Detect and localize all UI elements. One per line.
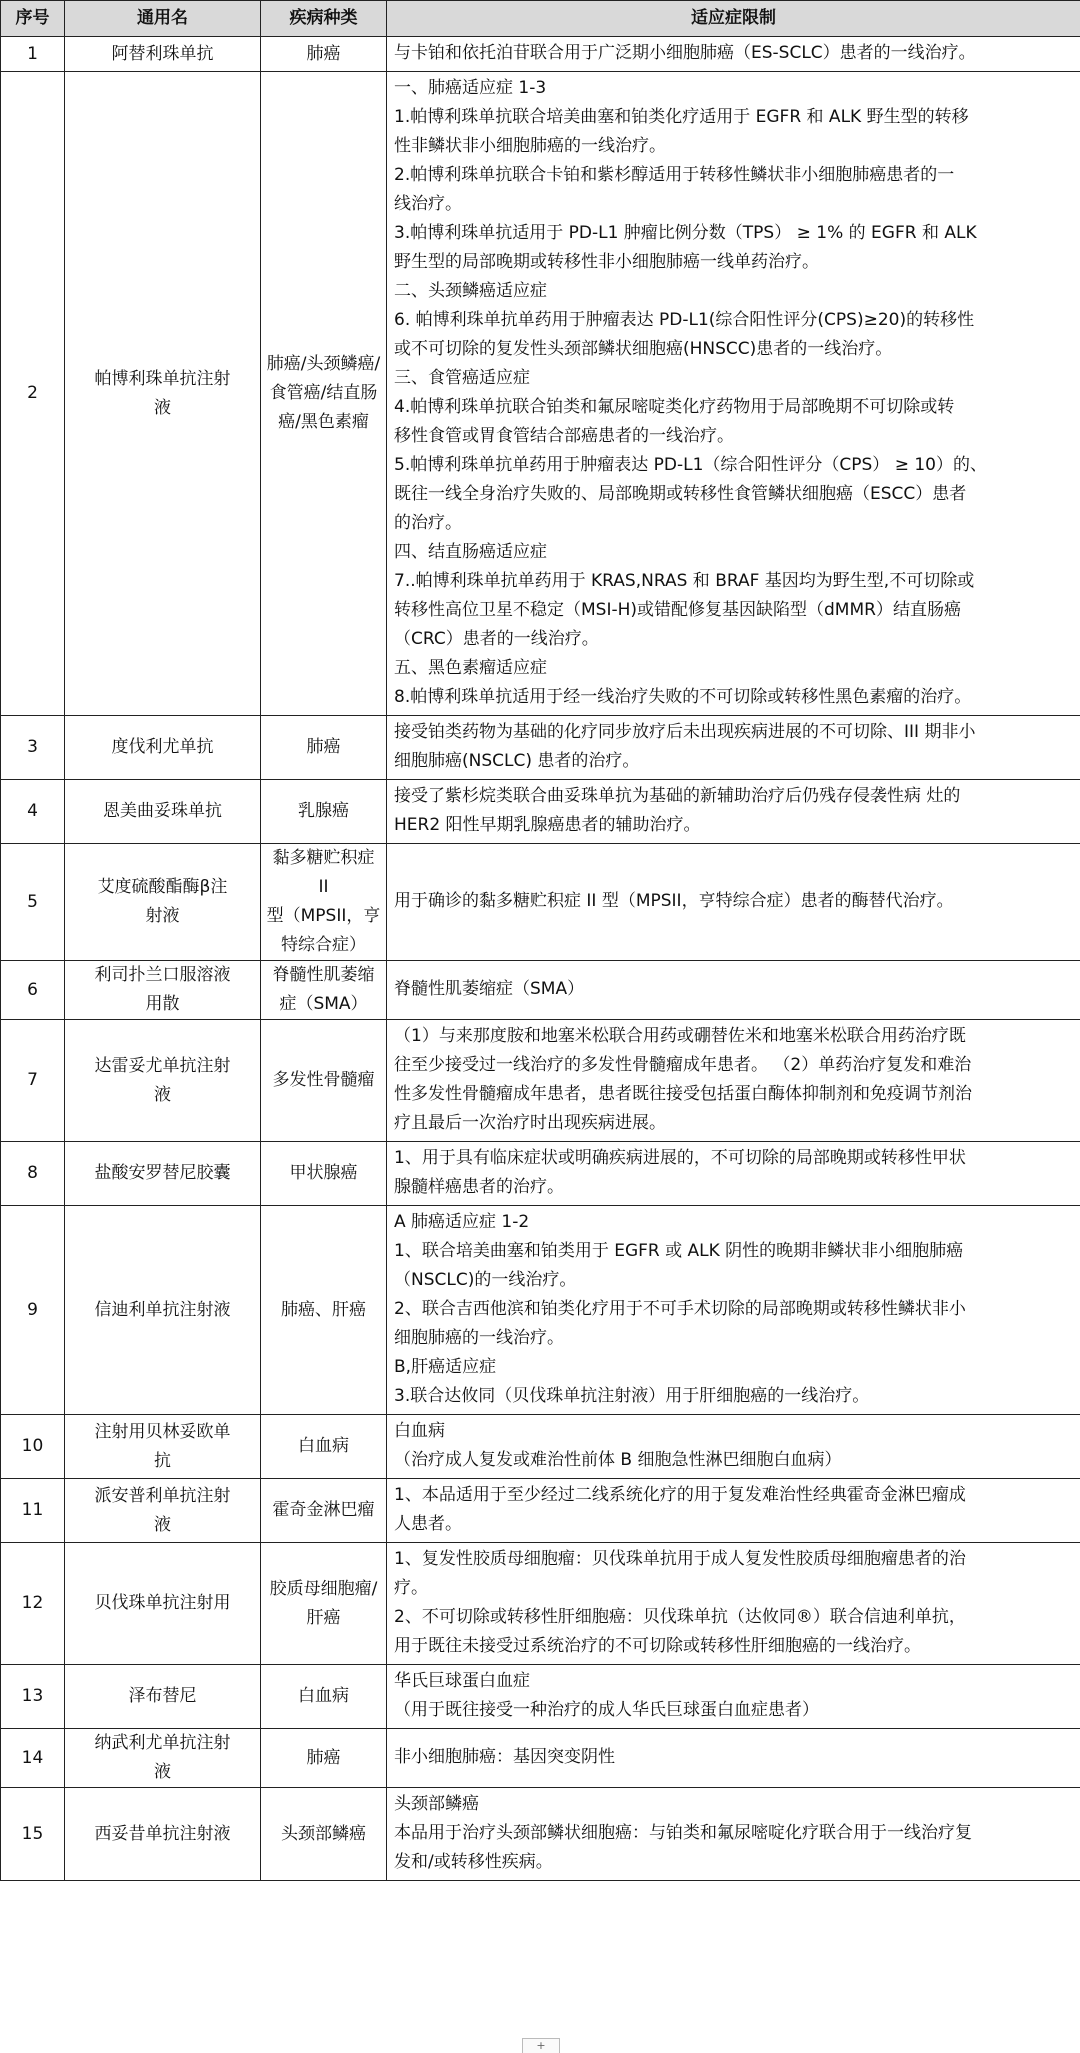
cell-no: 10 [1, 1415, 65, 1479]
drug-name-line: 液 [69, 1081, 256, 1110]
disease-line: 头颈部鳞癌 [265, 1820, 382, 1849]
indication-line: （治疗成人复发或难治性前体 B 细胞急性淋巴细胞白血病） [394, 1446, 1074, 1475]
drug-name-line: 贝伐珠单抗注射用 [69, 1589, 256, 1618]
cell-indication [387, 1729, 1080, 1788]
cell-indication [387, 780, 1080, 844]
drug-name-line: 阿替利珠单抗 [69, 40, 256, 69]
drug-name-line: 液 [69, 1511, 256, 1540]
disease-line: 脊髓性肌萎缩 [265, 961, 382, 990]
disease-line: 肺癌 [265, 40, 382, 69]
indication-line: 疗。 [394, 1574, 1074, 1603]
drug-name-line: 恩美曲妥珠单抗 [69, 797, 256, 826]
drug-name-line: 用散 [69, 990, 256, 1019]
cell-no: 15 [1, 1788, 65, 1881]
table-row [1, 1206, 1080, 1415]
table-row [1, 1788, 1080, 1881]
cell-no: 13 [1, 1665, 65, 1729]
indication-line: 6. 帕博利珠单抗单药用于肿瘤表达 PD-L1(综合阳性评分(CPS)≥20)的转移性 [394, 306, 1074, 335]
cell-indication [387, 1543, 1080, 1665]
disease-line: 型（MPSII，亨 [265, 902, 382, 931]
table-row [1, 1415, 1080, 1479]
indication-line: 用于既往未接受过系统治疗的不可切除或转移性肝细胞癌的一线治疗。 [394, 1632, 1074, 1661]
drug-name-line: 纳武利尤单抗注射 [69, 1729, 256, 1758]
drug-name-line: 射液 [69, 902, 256, 931]
disease-line: 肺癌/头颈鳞癌/ [265, 350, 382, 379]
disease-line: 白血病 [265, 1682, 382, 1711]
cell-disease [261, 1543, 387, 1665]
indication-line: 疗且最后一次治疗时出现疾病进展。 [394, 1109, 1074, 1138]
cell-drug-name [65, 1479, 261, 1543]
drug-name-line: 信迪利单抗注射液 [69, 1296, 256, 1325]
cell-drug-name [65, 961, 261, 1020]
indication-line: 或不可切除的复发性头颈部鳞状细胞癌(HNSCC)患者的一线治疗。 [394, 335, 1074, 364]
cell-disease [261, 844, 387, 961]
indication-line: 移性食管或胃食管结合部癌患者的一线治疗。 [394, 422, 1074, 451]
cell-drug-name [65, 716, 261, 780]
indication-line: 既往一线全身治疗失败的、局部晚期或转移性食管鳞状细胞癌（ESCC）患者 [394, 480, 1074, 509]
cell-drug-name [65, 844, 261, 961]
cell-drug-name [65, 1142, 261, 1206]
cell-no: 7 [1, 1020, 65, 1142]
cell-drug-name [65, 780, 261, 844]
cell-indication [387, 716, 1080, 780]
table-row [1, 844, 1080, 961]
drug-name-line: 艾度硫酸酯酶β注 [69, 873, 256, 902]
table-body [1, 37, 1080, 1881]
cell-indication [387, 72, 1080, 716]
cell-disease [261, 1479, 387, 1543]
cell-drug-name [65, 1206, 261, 1415]
indication-line: （CRC）患者的一线治疗。 [394, 625, 1074, 654]
indication-line: 一、肺癌适应症 1-3 [394, 74, 1074, 103]
cell-no: 12 [1, 1543, 65, 1665]
indication-line: 细胞肺癌的一线治疗。 [394, 1324, 1074, 1353]
disease-line: 肝癌 [265, 1604, 382, 1633]
drug-name-line: 利司扑兰口服溶液 [69, 961, 256, 990]
indication-line: 2、联合吉西他滨和铂类化疗用于不可手术切除的局部晚期或转移性鳞状非小 [394, 1295, 1074, 1324]
indication-line: 白血病 [394, 1417, 1074, 1446]
indication-line: 3.帕博利珠单抗适用于 PD-L1 肿瘤比例分数（TPS） ≥ 1% 的 EGFR 和 ALK [394, 219, 1074, 248]
cell-indication [387, 1020, 1080, 1142]
header-row [1, 1, 1080, 37]
header-disease: 疾病种类 [261, 1, 387, 37]
drug-name-line: 度伐利尤单抗 [69, 733, 256, 762]
drug-name-line: 液 [69, 394, 256, 423]
cell-drug-name [65, 37, 261, 72]
indication-line: 往至少接受过一线治疗的多发性骨髓瘤成年患者。 （2）单药治疗复发和难治 [394, 1051, 1074, 1080]
cell-disease [261, 961, 387, 1020]
indication-line: 三、食管癌适应症 [394, 364, 1074, 393]
indication-line: 的治疗。 [394, 509, 1074, 538]
indication-line: 转移性高位卫星不稳定（MSI-H)或错配修复基因缺陷型（dMMR）结直肠癌 [394, 596, 1074, 625]
disease-line: 肺癌 [265, 1744, 382, 1773]
disease-line: 黏多糖贮积症 II [265, 844, 382, 902]
disease-line: 甲状腺癌 [265, 1159, 382, 1188]
drug-name-line: 盐酸安罗替尼胶囊 [69, 1159, 256, 1188]
table-row [1, 72, 1080, 716]
indication-line: 2.帕博利珠单抗联合卡铂和紫杉醇适用于转移性鳞状非小细胞肺癌患者的一 [394, 161, 1074, 190]
cell-indication [387, 1479, 1080, 1543]
indication-line: 1、复发性胶质母细胞瘤：贝伐珠单抗用于成人复发性胶质母细胞瘤患者的治 [394, 1545, 1074, 1574]
indication-line: 二、头颈鳞癌适应症 [394, 277, 1074, 306]
indication-line: 3.联合达攸同（贝伐珠单抗注射液）用于肝细胞癌的一线治疗。 [394, 1382, 1074, 1411]
cell-disease [261, 716, 387, 780]
cell-indication [387, 1788, 1080, 1881]
cell-no: 2 [1, 72, 65, 716]
indication-line: 用于确诊的黏多糖贮积症 II 型（MPSII，亨特综合症）患者的酶替代治疗。 [394, 887, 1074, 916]
cell-no: 14 [1, 1729, 65, 1788]
cell-indication [387, 1142, 1080, 1206]
indication-line: 四、结直肠癌适应症 [394, 538, 1074, 567]
cell-disease [261, 37, 387, 72]
indication-line: 5.帕博利珠单抗单药用于肿瘤表达 PD-L1（综合阳性评分（CPS） ≥ 10）的、 [394, 451, 1074, 480]
indication-line: 8.帕博利珠单抗适用于经一线治疗失败的不可切除或转移性黑色素瘤的治疗。 [394, 683, 1074, 712]
cell-disease [261, 1788, 387, 1881]
table-row [1, 780, 1080, 844]
table-row [1, 716, 1080, 780]
indication-line: 脊髓性肌萎缩症（SMA） [394, 975, 1074, 1004]
table-row [1, 1543, 1080, 1665]
indication-line: 1、本品适用于至少经过二线系统化疗的用于复发难治性经典霍奇金淋巴瘤成 [394, 1481, 1074, 1510]
drug-name-line: 西妥昔单抗注射液 [69, 1820, 256, 1849]
add-row-handle[interactable]: + [522, 2038, 560, 2053]
indication-line: 性多发性骨髓瘤成年患者，患者既往接受包括蛋白酶体抑制剂和免疫调节剂治 [394, 1080, 1074, 1109]
disease-line: 食管癌/结直肠 [265, 379, 382, 408]
indication-line: 与卡铂和依托泊苷联合用于广泛期小细胞肺癌（ES-SCLC）患者的一线治疗。 [394, 39, 1074, 68]
cell-disease [261, 780, 387, 844]
indication-line: 细胞肺癌(NSCLC) 患者的治疗。 [394, 747, 1074, 776]
indication-line: A 肺癌适应症 1-2 [394, 1208, 1074, 1237]
table-row [1, 1729, 1080, 1788]
indication-line: HER2 阳性早期乳腺癌患者的辅助治疗。 [394, 811, 1074, 840]
drug-name-line: 液 [69, 1758, 256, 1787]
indication-line: 发和/或转移性疾病。 [394, 1848, 1074, 1877]
cell-indication [387, 844, 1080, 961]
disease-line: 肺癌 [265, 733, 382, 762]
cell-indication [387, 37, 1080, 72]
cell-disease [261, 1020, 387, 1142]
indication-line: 2、不可切除或转移性肝细胞癌：贝伐珠单抗（达攸同®）联合信迪利单抗， [394, 1603, 1074, 1632]
cell-drug-name [65, 1665, 261, 1729]
cell-drug-name [65, 72, 261, 716]
table-row [1, 961, 1080, 1020]
header-no: 序号 [1, 1, 65, 37]
disease-line: 多发性骨髓瘤 [265, 1066, 382, 1095]
cell-drug-name [65, 1020, 261, 1142]
indication-line: 非小细胞肺癌：基因突变阴性 [394, 1743, 1074, 1772]
cell-no: 9 [1, 1206, 65, 1415]
drug-name-line: 帕博利珠单抗注射 [69, 365, 256, 394]
indication-line: （1）与来那度胺和地塞米松联合用药或硼替佐米和地塞米松联合用药治疗既 [394, 1022, 1074, 1051]
cell-disease [261, 1729, 387, 1788]
table-row [1, 37, 1080, 72]
cell-drug-name [65, 1788, 261, 1881]
indication-line: （NSCLC)的一线治疗。 [394, 1266, 1074, 1295]
header-indication: 适应症限制 [387, 1, 1080, 37]
indication-line: 接受了紫杉烷类联合曲妥珠单抗为基础的新辅助治疗后仍残存侵袭性病 灶的 [394, 782, 1074, 811]
table-row [1, 1020, 1080, 1142]
cell-indication [387, 1665, 1080, 1729]
table-row [1, 1142, 1080, 1206]
disease-line: 特综合症） [265, 931, 382, 960]
indication-line: 五、黑色素瘤适应症 [394, 654, 1074, 683]
cell-drug-name [65, 1543, 261, 1665]
disease-line: 肺癌、肝癌 [265, 1296, 382, 1325]
cell-disease [261, 72, 387, 716]
indication-line: 腺髓样癌患者的治疗。 [394, 1173, 1074, 1202]
drug-name-line: 注射用贝林妥欧单 [69, 1418, 256, 1447]
disease-line: 胶质母细胞瘤/ [265, 1575, 382, 1604]
cell-no: 4 [1, 780, 65, 844]
indication-line: 华氏巨球蛋白血症 [394, 1667, 1074, 1696]
cell-disease [261, 1415, 387, 1479]
disease-line: 癌/黑色素瘤 [265, 408, 382, 437]
cell-drug-name [65, 1415, 261, 1479]
indication-line: 人患者。 [394, 1510, 1074, 1539]
cell-no: 3 [1, 716, 65, 780]
drug-name-line: 派安普利单抗注射 [69, 1482, 256, 1511]
cell-indication [387, 1206, 1080, 1415]
cell-no: 8 [1, 1142, 65, 1206]
indication-line: 线治疗。 [394, 190, 1074, 219]
indication-line: 野生型的局部晚期或转移性非小细胞肺癌一线单药治疗。 [394, 248, 1074, 277]
indication-line: （用于既往接受一种治疗的成人华氏巨球蛋白血症患者） [394, 1696, 1074, 1725]
disease-line: 乳腺癌 [265, 797, 382, 826]
indication-line: 本品用于治疗头颈部鳞状细胞癌：与铂类和氟尿嘧啶化疗联合用于一线治疗复 [394, 1819, 1074, 1848]
cell-disease [261, 1665, 387, 1729]
indication-line: 头颈部鳞癌 [394, 1790, 1074, 1819]
indication-line: 4.帕博利珠单抗联合铂类和氟尿嘧啶类化疗药物用于局部晚期不可切除或转 [394, 393, 1074, 422]
indication-line: 1、用于具有临床症状或明确疾病进展的，不可切除的局部晚期或转移性甲状 [394, 1144, 1074, 1173]
indication-line: 7..帕博利珠单抗单药用于 KRAS,NRAS 和 BRAF 基因均为野生型,不可切除或 [394, 567, 1074, 596]
indication-line: 1、联合培美曲塞和铂类用于 EGFR 或 ALK 阴性的晚期非鳞状非小细胞肺癌 [394, 1237, 1074, 1266]
indication-line: 接受铂类药物为基础的化疗同步放疗后未出现疾病进展的不可切除、III 期非小 [394, 718, 1074, 747]
disease-line: 霍奇金淋巴瘤 [265, 1496, 382, 1525]
header-name: 通用名 [65, 1, 261, 37]
drug-name-line: 泽布替尼 [69, 1682, 256, 1711]
table-row [1, 1479, 1080, 1543]
cell-indication [387, 961, 1080, 1020]
cell-no: 5 [1, 844, 65, 961]
cell-no: 11 [1, 1479, 65, 1543]
indication-line: 性非鳞状非小细胞肺癌的一线治疗。 [394, 132, 1074, 161]
indication-line: B,肝癌适应症 [394, 1353, 1074, 1382]
cell-no: 1 [1, 37, 65, 72]
cell-indication [387, 1415, 1080, 1479]
indication-line: 1.帕博利珠单抗联合培美曲塞和铂类化疗适用于 EGFR 和 ALK 野生型的转移 [394, 103, 1074, 132]
cell-drug-name [65, 1729, 261, 1788]
cell-disease [261, 1142, 387, 1206]
drug-name-line: 抗 [69, 1447, 256, 1476]
table-row [1, 1665, 1080, 1729]
cell-disease [261, 1206, 387, 1415]
disease-line: 症（SMA） [265, 990, 382, 1019]
cell-no: 6 [1, 961, 65, 1020]
disease-line: 白血病 [265, 1432, 382, 1461]
drug-name-line: 达雷妥尤单抗注射 [69, 1052, 256, 1081]
